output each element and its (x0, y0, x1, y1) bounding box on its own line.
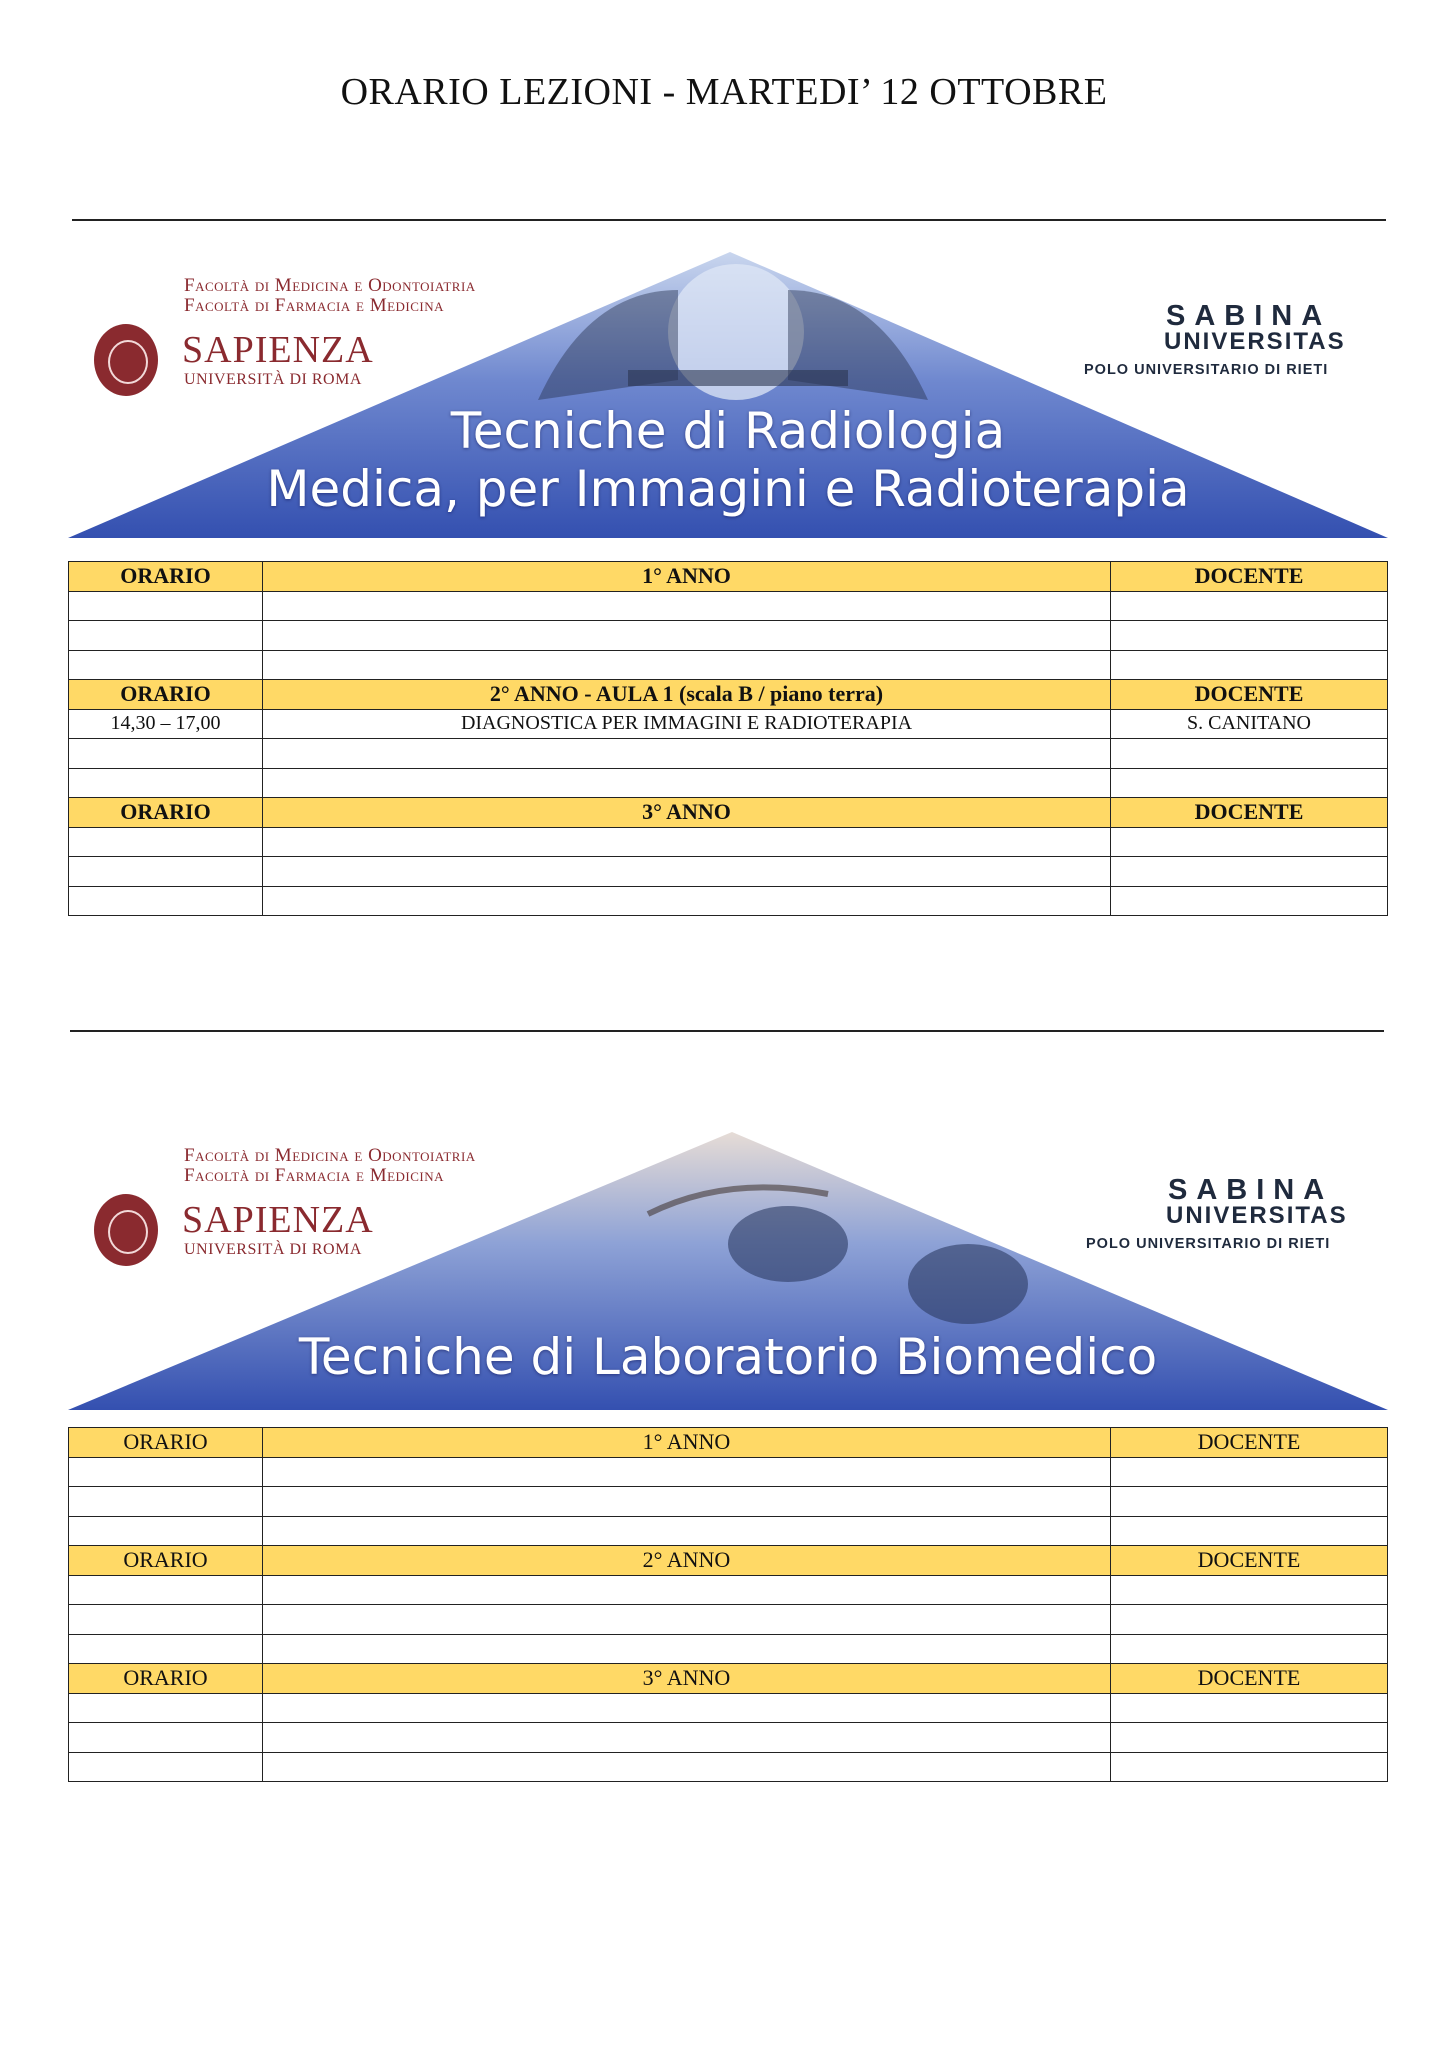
sabina-name: SABINA (1166, 300, 1332, 332)
cell-lezione (263, 739, 1111, 769)
cell-docente (1111, 591, 1388, 621)
cell-lezione (263, 1693, 1111, 1723)
cell-lezione (263, 886, 1111, 916)
cell-docente (1111, 1516, 1388, 1546)
col-anno: 2° ANNO (263, 1546, 1111, 1576)
header-row (69, 1664, 1388, 1694)
sabina-subtitle: UNIVERSITAS (1166, 1202, 1348, 1229)
cell-docente (1111, 1723, 1388, 1753)
table-row (69, 1575, 1388, 1605)
col-docente: DOCENTE (1111, 562, 1388, 592)
cell-lezione: DIAGNOSTICA PER IMMAGINI E RADIOTERAPIA (263, 709, 1111, 739)
cell-docente (1111, 1752, 1388, 1782)
cell-lezione (263, 1634, 1111, 1664)
cell-orario (69, 1723, 263, 1753)
col-anno: 3° ANNO (263, 1664, 1111, 1694)
col-anno: 2° ANNO - AULA 1 (scala B / piano terra) (263, 680, 1111, 710)
sabina-polo: POLO UNIVERSITARIO DI RIETI (1086, 1236, 1331, 1252)
banner-laboratorio (68, 1124, 1388, 1414)
table-row (69, 709, 1388, 739)
cell-lezione (263, 1575, 1111, 1605)
col-docente: DOCENTE (1111, 1546, 1388, 1576)
sapienza-name: SAPIENZA (182, 329, 374, 371)
col-orario: ORARIO (69, 680, 263, 710)
cell-orario: 14,30 – 17,00 (69, 709, 263, 739)
banner-title (68, 402, 1388, 518)
col-orario: ORARIO (69, 798, 263, 828)
col-anno: 3° ANNO (263, 798, 1111, 828)
cell-docente (1111, 739, 1388, 769)
table-row (69, 1487, 1388, 1517)
header-row (69, 1428, 1388, 1458)
table-row (69, 739, 1388, 769)
cell-docente (1111, 1634, 1388, 1664)
header-row (69, 798, 1388, 828)
col-anno: 1° ANNO (263, 1428, 1111, 1458)
faculty-line-2: Facoltà di Farmacia e Medicina (184, 1165, 445, 1186)
cell-lezione (263, 650, 1111, 680)
cell-lezione (263, 857, 1111, 887)
sabina-name: SABINA (1168, 1174, 1334, 1206)
sabina-polo: POLO UNIVERSITARIO DI RIETI (1084, 362, 1329, 378)
banner-title-line-2: Medica, per Immagini e Radioterapia (266, 460, 1190, 518)
table-row (69, 1457, 1388, 1487)
col-docente: DOCENTE (1111, 798, 1388, 828)
cell-docente (1111, 1457, 1388, 1487)
banner-radiologia (68, 250, 1388, 540)
cell-docente: S. CANITANO (1111, 709, 1388, 739)
cell-lezione (263, 621, 1111, 651)
col-anno: 1° ANNO (263, 562, 1111, 592)
cell-docente (1111, 1575, 1388, 1605)
header-row (69, 1546, 1388, 1576)
faculty-line-1: Facoltà di Medicina e Odontoiatria (184, 275, 476, 296)
cell-lezione (263, 768, 1111, 798)
cell-orario (69, 768, 263, 798)
table-row (69, 1752, 1388, 1782)
cell-orario (69, 1693, 263, 1723)
col-orario: ORARIO (69, 1664, 263, 1694)
table-row (69, 1634, 1388, 1664)
cell-lezione (263, 1516, 1111, 1546)
table-row (69, 1605, 1388, 1635)
header-row (69, 680, 1388, 710)
table-row (69, 591, 1388, 621)
cell-orario (69, 1575, 263, 1605)
table-row (69, 827, 1388, 857)
sapienza-name: SAPIENZA (182, 1199, 374, 1241)
col-orario: ORARIO (69, 1546, 263, 1576)
sapienza-subtitle: UNIVERSITÀ DI ROMA (184, 371, 362, 388)
cell-docente (1111, 621, 1388, 651)
faculty-line-2: Facoltà di Farmacia e Medicina (184, 295, 445, 316)
cell-orario (69, 857, 263, 887)
table-row (69, 1723, 1388, 1753)
schedule-table-radiologia (68, 561, 1388, 916)
cell-orario (69, 886, 263, 916)
cell-docente (1111, 857, 1388, 887)
cell-orario (69, 621, 263, 651)
header-row (69, 562, 1388, 592)
cell-orario (69, 1605, 263, 1635)
sapienza-seal-icon (94, 324, 158, 396)
banner-title-line-1: Tecniche di Radiologia (450, 402, 1006, 460)
cell-orario (69, 1487, 263, 1517)
cell-docente (1111, 886, 1388, 916)
cell-lezione (263, 591, 1111, 621)
top-divider (72, 219, 1386, 221)
cell-lezione (263, 1723, 1111, 1753)
banner-title-line-1: Tecniche di Laboratorio Biomedico (298, 1328, 1158, 1386)
cell-docente (1111, 768, 1388, 798)
cell-orario (69, 1634, 263, 1664)
cell-orario (69, 1752, 263, 1782)
col-orario: ORARIO (69, 562, 263, 592)
col-orario: ORARIO (69, 1428, 263, 1458)
col-docente: DOCENTE (1111, 680, 1388, 710)
cell-docente (1111, 1693, 1388, 1723)
cell-lezione (263, 1605, 1111, 1635)
schedule-table-laboratorio (68, 1427, 1388, 1782)
col-docente: DOCENTE (1111, 1428, 1388, 1458)
faculty-line-1: Facoltà di Medicina e Odontoiatria (184, 1145, 476, 1166)
cell-docente (1111, 1487, 1388, 1517)
table-row (69, 1693, 1388, 1723)
cell-lezione (263, 1487, 1111, 1517)
cell-orario (69, 1457, 263, 1487)
cell-lezione (263, 1457, 1111, 1487)
table-row (69, 886, 1388, 916)
cell-docente (1111, 650, 1388, 680)
cell-lezione (263, 1752, 1111, 1782)
sapienza-subtitle: UNIVERSITÀ DI ROMA (184, 1241, 362, 1258)
table-row (69, 768, 1388, 798)
col-docente: DOCENTE (1111, 1664, 1388, 1694)
cell-lezione (263, 827, 1111, 857)
cell-docente (1111, 1605, 1388, 1635)
cell-orario (69, 739, 263, 769)
middle-divider (70, 1030, 1384, 1032)
cell-orario (69, 650, 263, 680)
table-row (69, 621, 1388, 651)
cell-docente (1111, 827, 1388, 857)
cell-orario (69, 591, 263, 621)
table-row (69, 650, 1388, 680)
cell-orario (69, 1516, 263, 1546)
sabina-subtitle: UNIVERSITAS (1164, 328, 1346, 355)
table-row (69, 1516, 1388, 1546)
page-title: ORARIO LEZIONI - MARTEDI’ 12 OTTOBRE (340, 71, 1108, 113)
cell-orario (69, 827, 263, 857)
sapienza-seal-icon (94, 1194, 158, 1266)
table-row (69, 857, 1388, 887)
banner-title (68, 1328, 1388, 1386)
